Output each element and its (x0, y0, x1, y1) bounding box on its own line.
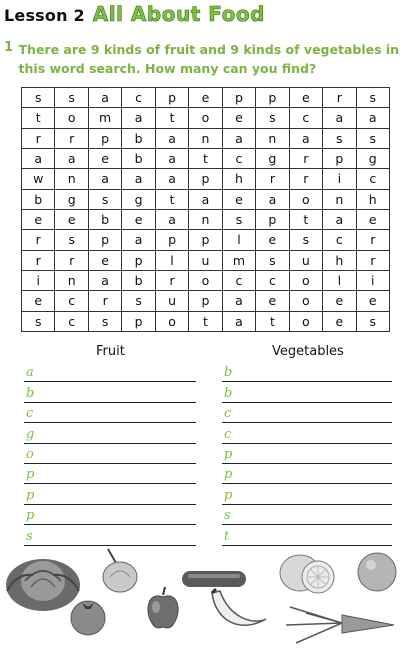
grid-cell: a (88, 88, 121, 108)
grid-cell: p (88, 230, 121, 250)
vegetable-answer-line[interactable] (222, 362, 392, 382)
onion-icon (98, 547, 140, 595)
tomato-icon (68, 597, 108, 637)
grid-cell: p (256, 209, 289, 229)
vegetable-first-letter: c (224, 426, 232, 442)
grid-cell: o (289, 270, 322, 290)
grid-cell: s (55, 88, 88, 108)
grid-cell: e (88, 148, 121, 168)
grid-cell: t (22, 108, 55, 128)
grid-cell: h (323, 250, 356, 270)
grid-cell: r (256, 169, 289, 189)
grid-cell: p (88, 128, 121, 148)
grid-cell: g (356, 148, 389, 168)
grid-cell: l (222, 230, 255, 250)
grid-cell: s (356, 311, 389, 331)
fruit-answer-line[interactable] (24, 444, 196, 464)
fruit-answer-line[interactable] (24, 382, 196, 402)
instruction-text: There are 9 kinds of fruit and 9 kinds of vegetables in this word search. How many can you find? (18, 42, 400, 76)
grid-row (22, 108, 390, 128)
grid-cell: t (289, 209, 322, 229)
grid-cell: s (22, 88, 55, 108)
grid-cell: e (88, 250, 121, 270)
grid-cell: a (122, 169, 155, 189)
grid-cell: s (323, 128, 356, 148)
orange-icon (356, 551, 398, 593)
grid-cell: b (22, 189, 55, 209)
grid-cell: r (323, 88, 356, 108)
grid-cell: t (256, 311, 289, 331)
grid-cell: s (256, 108, 289, 128)
grid-cell: s (122, 291, 155, 311)
grid-cell: c (222, 148, 255, 168)
fruit-first-letter: p (26, 467, 35, 483)
grid-cell: s (222, 209, 255, 229)
grid-cell: t (189, 311, 222, 331)
grid-cell: s (356, 128, 389, 148)
vegetable-first-letter: p (224, 446, 233, 462)
vegetable-answer-line[interactable] (222, 444, 392, 464)
grid-cell: b (122, 128, 155, 148)
grid-cell: e (22, 209, 55, 229)
word-search-grid (21, 87, 390, 332)
grid-cell: g (256, 148, 289, 168)
grid-cell: o (289, 311, 322, 331)
grid-cell: n (323, 189, 356, 209)
lemon-icon (278, 551, 338, 595)
grid-cell: w (22, 169, 55, 189)
fruit-first-letter: g (26, 426, 35, 442)
fruit-answer-line[interactable] (24, 525, 196, 545)
fruit-answer-list (24, 362, 196, 546)
grid-cell: r (22, 128, 55, 148)
grid-cell: e (256, 230, 289, 250)
grid-cell: a (122, 230, 155, 250)
fruit-first-letter: s (26, 528, 33, 544)
grid-cell: a (55, 148, 88, 168)
grid-cell: s (256, 250, 289, 270)
grid-cell: a (256, 189, 289, 209)
grid-cell: s (88, 311, 121, 331)
grid-cell: o (55, 108, 88, 128)
grid-cell: r (155, 270, 188, 290)
grid-cell: n (256, 128, 289, 148)
grid-cell: n (55, 169, 88, 189)
fruit-first-letter: c (26, 406, 34, 422)
grid-cell: g (122, 189, 155, 209)
grid-cell: o (189, 270, 222, 290)
grid-cell: o (189, 108, 222, 128)
grid-cell: b (122, 148, 155, 168)
grid-cell: c (356, 169, 389, 189)
food-pictures (0, 545, 404, 650)
fruit-first-letter: p (26, 508, 35, 524)
grid-cell: a (155, 148, 188, 168)
grid-cell: c (55, 311, 88, 331)
vegetable-answer-line[interactable] (222, 423, 392, 443)
grid-cell: a (222, 291, 255, 311)
lesson-header (4, 2, 265, 26)
vegetable-answer-line[interactable] (222, 382, 392, 402)
grid-cell: o (289, 189, 322, 209)
grid-cell: u (155, 291, 188, 311)
fruit-first-letter: p (26, 487, 35, 503)
grid-cell: u (189, 250, 222, 270)
grid-cell: g (55, 189, 88, 209)
fruit-first-letter: b (26, 385, 35, 401)
vegetable-first-letter: p (224, 467, 233, 483)
grid-cell: t (189, 148, 222, 168)
grid-cell: i (356, 270, 389, 290)
grid-cell: e (323, 291, 356, 311)
fruit-heading: Fruit (96, 344, 125, 359)
grid-cell: i (323, 169, 356, 189)
vegetable-first-letter: s (224, 508, 231, 524)
grid-row (22, 250, 390, 270)
instruction (4, 40, 400, 78)
fruit-answer-line[interactable] (24, 484, 196, 504)
grid-cell: e (22, 291, 55, 311)
grid-cell: s (356, 88, 389, 108)
vegetable-first-letter: t (224, 528, 230, 544)
grid-cell: r (22, 230, 55, 250)
vegetable-first-letter: p (224, 487, 233, 503)
grid-cell: s (289, 230, 322, 250)
vegetable-answer-line[interactable] (222, 525, 392, 545)
grid-cell: c (55, 291, 88, 311)
grid-cell: o (155, 311, 188, 331)
vegetable-answer-line[interactable] (222, 505, 392, 525)
vegetables-heading: Vegetables (272, 344, 344, 359)
grid-cell: i (22, 270, 55, 290)
grid-cell: b (88, 209, 121, 229)
grid-cell: a (155, 169, 188, 189)
grid-cell: u (289, 250, 322, 270)
fruit-answer-line[interactable] (24, 505, 196, 525)
grid-cell: a (189, 189, 222, 209)
grid-cell: p (122, 311, 155, 331)
grid-row (22, 189, 390, 209)
grid-cell: c (256, 270, 289, 290)
instruction-number: 1 (4, 40, 14, 55)
grid-cell: r (356, 250, 389, 270)
grid-row (22, 311, 390, 331)
grid-cell: s (22, 311, 55, 331)
grid-row (22, 148, 390, 168)
grid-row (22, 291, 390, 311)
grid-cell: p (189, 230, 222, 250)
grid-cell: r (88, 291, 121, 311)
grid-cell: a (222, 128, 255, 148)
vegetable-first-letter: b (224, 385, 233, 401)
grid-cell: e (222, 108, 255, 128)
grid-cell: t (155, 108, 188, 128)
grid-cell: p (222, 88, 255, 108)
grid-cell: n (189, 209, 222, 229)
grid-cell: a (22, 148, 55, 168)
fruit-first-letter: o (26, 446, 34, 462)
carrot-icon (282, 603, 398, 647)
fruit-answer-line[interactable] (24, 403, 196, 423)
fruit-first-letter: a (26, 365, 34, 381)
grid-cell: c (323, 230, 356, 250)
grid-cell: e (55, 209, 88, 229)
grid-cell: p (122, 250, 155, 270)
vegetable-answer-line[interactable] (222, 403, 392, 423)
grid-cell: c (122, 88, 155, 108)
grid-cell: r (55, 250, 88, 270)
grid-cell: l (155, 250, 188, 270)
grid-cell: m (88, 108, 121, 128)
grid-cell: c (222, 270, 255, 290)
grid-cell: a (222, 311, 255, 331)
vegetable-answer-list (222, 362, 392, 546)
grid-cell: e (356, 291, 389, 311)
grid-cell: c (289, 108, 322, 128)
grid-row (22, 230, 390, 250)
grid-cell: l (323, 270, 356, 290)
grid-cell: r (289, 148, 322, 168)
grid-cell: p (189, 169, 222, 189)
grid-cell: p (256, 88, 289, 108)
grid-cell: a (122, 108, 155, 128)
grid-cell: e (356, 209, 389, 229)
grid-cell: n (189, 128, 222, 148)
grid-cell: h (222, 169, 255, 189)
grid-cell: b (122, 270, 155, 290)
grid-cell: e (323, 311, 356, 331)
apple-icon (142, 585, 184, 633)
grid-cell: a (289, 128, 322, 148)
grid-cell: e (222, 189, 255, 209)
grid-cell: n (55, 270, 88, 290)
lesson-title: All About Food (92, 2, 265, 26)
grid-cell: p (189, 291, 222, 311)
grid-cell: a (323, 209, 356, 229)
grid-cell: e (289, 88, 322, 108)
grid-cell: r (22, 250, 55, 270)
grid-cell: s (88, 189, 121, 209)
grid-cell: e (122, 209, 155, 229)
grid-cell: t (155, 189, 188, 209)
grid-cell: h (356, 189, 389, 209)
grid-row (22, 88, 390, 108)
lesson-label: Lesson 2 (4, 6, 85, 25)
grid-row (22, 128, 390, 148)
grid-cell: m (222, 250, 255, 270)
grid-cell: p (323, 148, 356, 168)
fruit-answer-line[interactable] (24, 464, 196, 484)
vegetable-answer-line[interactable] (222, 484, 392, 504)
grid-row (22, 209, 390, 229)
grid-cell: e (256, 291, 289, 311)
grid-cell: p (155, 88, 188, 108)
grid-cell: a (323, 108, 356, 128)
grid-row (22, 169, 390, 189)
vegetable-first-letter: b (224, 365, 233, 381)
vegetable-answer-line[interactable] (222, 464, 392, 484)
grid-cell: s (55, 230, 88, 250)
grid-cell: o (289, 291, 322, 311)
grid-cell: a (356, 108, 389, 128)
grid-cell: a (88, 169, 121, 189)
grid-cell: e (189, 88, 222, 108)
vegetable-first-letter: c (224, 406, 232, 422)
grid-cell: p (155, 230, 188, 250)
fruit-answer-line[interactable] (24, 423, 196, 443)
fruit-answer-line[interactable] (24, 362, 196, 382)
banana-icon (208, 587, 270, 637)
grid-cell: a (155, 128, 188, 148)
grid-cell: a (155, 209, 188, 229)
grid-cell: r (289, 169, 322, 189)
grid-cell: a (88, 270, 121, 290)
grid-row (22, 270, 390, 290)
grid-cell: r (55, 128, 88, 148)
grid-cell: r (356, 230, 389, 250)
